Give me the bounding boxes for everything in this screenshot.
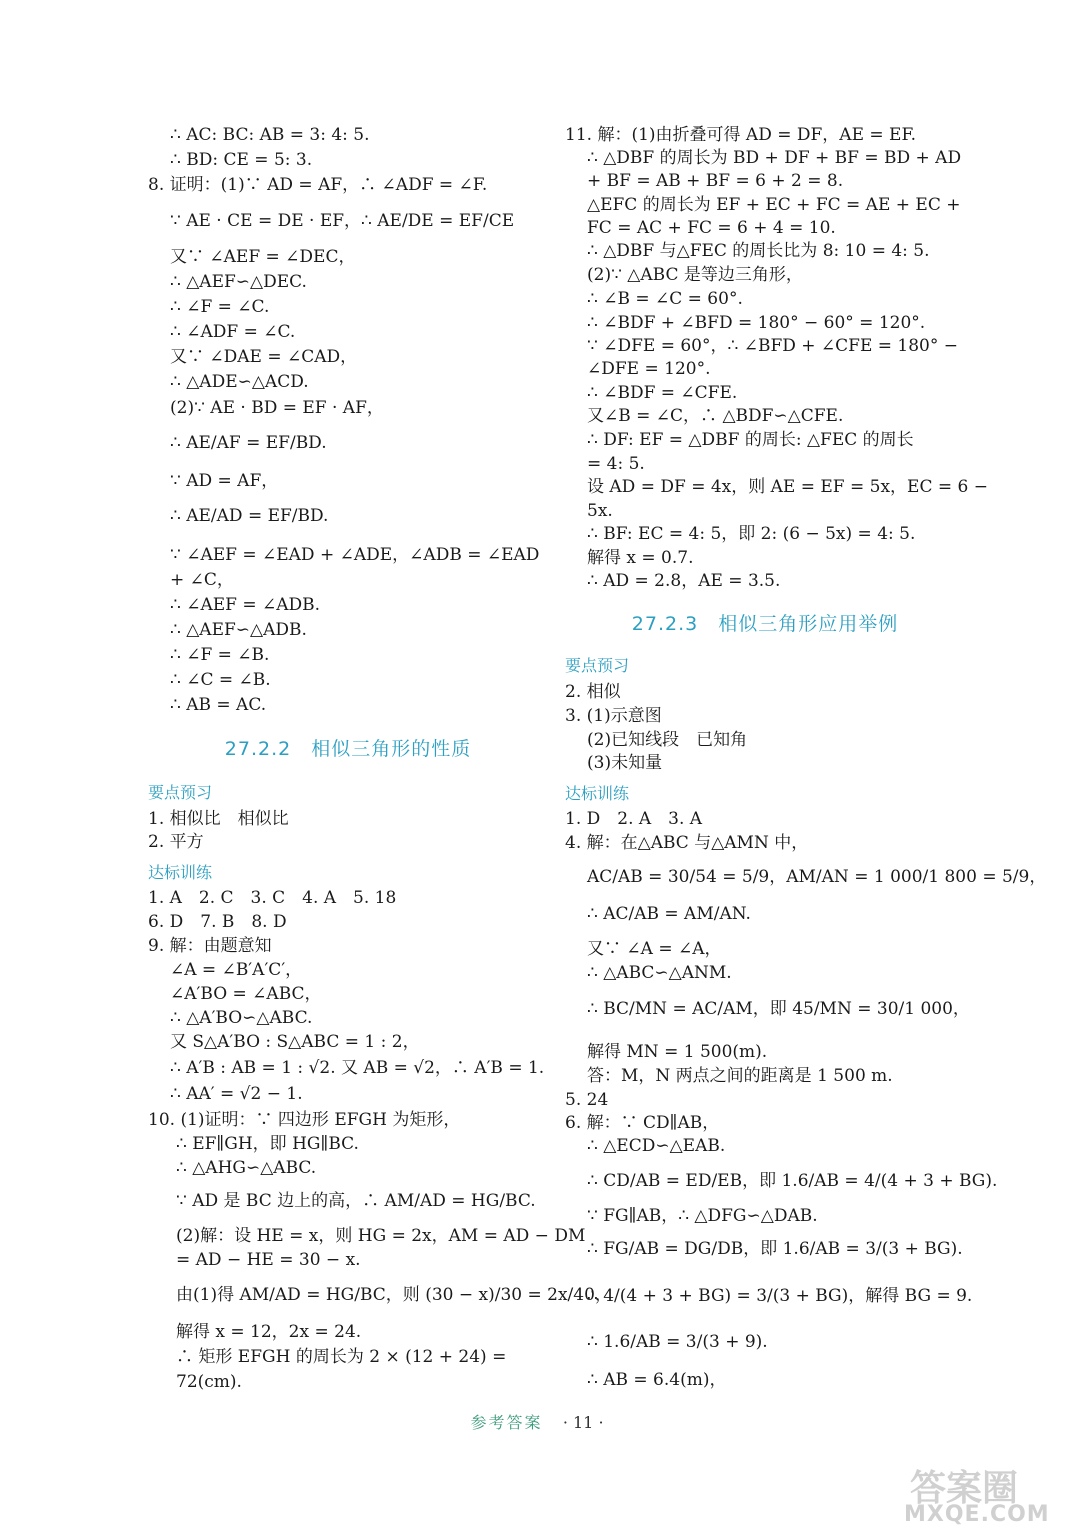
text-line: ∠A′BO = ∠ABC， bbox=[170, 984, 322, 1004]
footer-label: 参考答案 bbox=[470, 1413, 543, 1432]
text-line: ∵ AD = AF， bbox=[170, 471, 279, 491]
text-line: ∴ 矩形 EFGH 的周长为 2 × (12 + 24) = bbox=[176, 1347, 507, 1367]
question-10: 10. (1)证明：∵ 四边形 EFGH 为矩形， bbox=[148, 1110, 461, 1130]
question-9: 9. 解：由题意知 bbox=[148, 936, 272, 956]
watermark-text: 答案圈 bbox=[910, 1468, 1019, 1509]
text-line: 3. (1)示意图 bbox=[565, 706, 662, 726]
text-line: 解得 MN = 1 500(m). bbox=[587, 1042, 768, 1062]
text-line: ∴ △AEF∽△DEC. bbox=[170, 272, 307, 292]
text-line: ∴ ∠C = ∠B. bbox=[170, 670, 271, 690]
text-line: (2)∵ AE · BD = EF · AF， bbox=[170, 398, 384, 418]
text-line: ∴ ∠B = ∠C = 60°. bbox=[587, 289, 743, 309]
text-line: (2)已知线段 已知角 bbox=[587, 730, 748, 750]
text-line: 由(1)得 AM/AD = HG/BC，则 (30 − x)/30 = 2x/40， bbox=[176, 1285, 612, 1305]
text-line: (2)∵ △ABC 是等边三角形， bbox=[587, 265, 803, 285]
text-line: 又∵ ∠AEF = ∠DEC， bbox=[170, 247, 356, 267]
text-line: ∵ ∠DFE = 60°，∴ ∠BFD + ∠CFE = 180° − bbox=[587, 336, 959, 356]
section-title-27-2-3: 27.2.3 相似三角形应用举例 bbox=[631, 613, 899, 635]
text-line: ∴ BC/MN = AC/AM，即 45/MN = 30/1 000， bbox=[587, 999, 970, 1019]
text-line: ∴ CD/AB = ED/EB，即 1.6/AB = 4/(4 + 3 + BG). bbox=[587, 1171, 998, 1191]
text-line: ∴ ∠ADF = ∠C. bbox=[170, 322, 296, 342]
text-line: 6. D 7. B 8. D bbox=[148, 912, 287, 932]
text-line: ∴ △DBF 的周长为 BD + DF + BF = BD + AD bbox=[587, 148, 962, 168]
text-line: ∴ △AHG∽△ABC. bbox=[176, 1158, 317, 1178]
text-line: △EFC 的周长为 EF + EC + FC = AE + EC + bbox=[587, 195, 961, 215]
question-8: 8. 证明：(1)∵ AD = AF，∴ ∠ADF = ∠F. bbox=[148, 175, 488, 195]
text-line: ∴ AD = 2.8，AE = 3.5. bbox=[587, 571, 781, 591]
text-line: + ∠C， bbox=[170, 570, 234, 590]
text-line: ∵ FG∥AB，∴ △DFG∽△DAB. bbox=[587, 1206, 818, 1226]
question-4: 4. 解：在△ABC 与△AMN 中， bbox=[565, 833, 809, 853]
subheading-prep: 要点预习 bbox=[148, 783, 213, 802]
text-line: ∴ △AEF∽△ADB. bbox=[170, 620, 307, 640]
text-line: ∴ ∠BDF = ∠CFE. bbox=[587, 383, 738, 403]
text-line: ∴ ∠F = ∠C. bbox=[170, 297, 270, 317]
text-line: 1. A 2. C 3. C 4. A 5. 18 bbox=[148, 888, 397, 908]
text-line: 5x. bbox=[587, 501, 613, 521]
text-line: ∴ ∠F = ∠B. bbox=[170, 645, 270, 665]
text-line: ∴ 1.6/AB = 3/(3 + 9). bbox=[587, 1332, 768, 1352]
text-line: ∴ 4/(4 + 3 + BG) = 3/(3 + BG)，解得 BG = 9. bbox=[587, 1286, 973, 1306]
page-footer bbox=[0, 1410, 1074, 1433]
text-line: 72(cm). bbox=[176, 1372, 242, 1392]
question-6: 6. 解：∵ CD∥AB， bbox=[565, 1113, 720, 1133]
text-line: (2)解：设 HE = x，则 HG = 2x，AM = AD − DM bbox=[176, 1226, 586, 1246]
section-title-27-2-2: 27.2.2 相似三角形的性质 bbox=[224, 738, 472, 760]
text-line: ∠A = ∠B′A′C′， bbox=[170, 960, 303, 980]
text-line: 又∠B = ∠C，∴ △BDF∽△CFE. bbox=[587, 406, 844, 426]
text-line: 1. D 2. A 3. A bbox=[565, 809, 703, 829]
text-line: ∴ FG/AB = DG/DB，即 1.6/AB = 3/(3 + BG). bbox=[587, 1239, 963, 1259]
text-line: 又∵ ∠A = ∠A， bbox=[587, 939, 722, 959]
text-line: 解得 x = 12，2x = 24. bbox=[176, 1322, 362, 1342]
page-number: · 11 · bbox=[562, 1413, 604, 1432]
text-line: ∴ AB = 6.4(m)， bbox=[587, 1370, 727, 1390]
text-line: = 4: 5. bbox=[587, 454, 645, 474]
question-5: 5. 24 bbox=[565, 1090, 609, 1110]
subheading-training: 达标训练 bbox=[565, 784, 630, 803]
text-line: ∠DFE = 120°. bbox=[587, 359, 711, 379]
text-line: AC/AB = 30/54 = 5/9，AM/AN = 1 000/1 800 = 5/9， bbox=[587, 867, 1047, 887]
text-line: 2. 相似 bbox=[565, 682, 621, 702]
text-line: ∴ AC/AB = AM/AN. bbox=[587, 904, 751, 924]
text-line: ∴ △A′BO∽△ABC. bbox=[170, 1008, 313, 1028]
text-line: = AD − HE = 30 − x. bbox=[176, 1250, 361, 1270]
text-line: ∴ AB = AC. bbox=[170, 695, 267, 715]
subheading-training: 达标训练 bbox=[148, 863, 213, 882]
text-line: ∴ A′B : AB = 1 : √2. 又 AB = √2，∴ A′B = 1. bbox=[170, 1058, 545, 1078]
text-line: ∴ △ECD∽△EAB. bbox=[587, 1136, 726, 1156]
watermark-logo bbox=[900, 1460, 1060, 1530]
text-line: ∴ AA′ = √2 − 1. bbox=[170, 1084, 303, 1104]
question-11: 11. 解：(1)由折叠可得 AD = DF，AE = EF. bbox=[565, 125, 917, 145]
text-line: (3)未知量 bbox=[587, 753, 663, 773]
text-line: ∴ AE/AF = EF/BD. bbox=[170, 433, 327, 453]
text-line: + BF = AB + BF = 6 + 2 = 8. bbox=[587, 171, 844, 191]
text-line: 解得 x = 0.7. bbox=[587, 548, 694, 568]
subheading-prep: 要点预习 bbox=[565, 656, 630, 675]
watermark-url: MXQE.COM bbox=[904, 1502, 1050, 1527]
text-line: 又∵ ∠DAE = ∠CAD， bbox=[170, 347, 358, 367]
text-line: ∴ ∠BDF + ∠BFD = 180° − 60° = 120°. bbox=[587, 313, 926, 333]
text-line: 又 S△A′BO : S△ABC = 1 : 2， bbox=[170, 1032, 420, 1052]
text-line: ∴ BF: EC = 4: 5，即 2: (6 − 5x) = 4: 5. bbox=[587, 524, 916, 544]
text-line: ∵ ∠AEF = ∠EAD + ∠ADE，∠ADB = ∠EAD bbox=[170, 545, 540, 565]
text-line: ∴ BD: CE = 5: 3. bbox=[170, 150, 313, 170]
text-line: ∴ △ABC∽△ANM. bbox=[587, 963, 732, 983]
text-line: ∵ AE · CE = DE · EF，∴ AE/DE = EF/CE bbox=[170, 211, 515, 231]
text-line: ∵ AD 是 BC 边上的高，∴ AM/AD = HG/BC. bbox=[176, 1191, 536, 1211]
text-line: 2. 平方 bbox=[148, 832, 204, 852]
text-line: ∴ △ADE∽△ACD. bbox=[170, 372, 309, 392]
text-line: FC = AC + FC = 6 + 4 = 10. bbox=[587, 218, 836, 238]
text-line: ∴ DF: EF = △DBF 的周长: △FEC 的周长 bbox=[587, 430, 914, 450]
text-line: ∴ ∠AEF = ∠ADB. bbox=[170, 595, 321, 615]
text-line: 1. 相似比 相似比 bbox=[148, 809, 289, 829]
text-line: 答：M，N 两点之间的距离是 1 500 m. bbox=[587, 1066, 893, 1086]
text-line: 设 AD = DF = 4x，则 AE = EF = 5x，EC = 6 − bbox=[587, 477, 988, 497]
text-line: ∴ AC: BC: AB = 3: 4: 5. bbox=[170, 125, 370, 145]
text-line: ∴ AE/AD = EF/BD. bbox=[170, 506, 329, 526]
text-line: ∴ △DBF 与△FEC 的周长比为 8: 10 = 4: 5. bbox=[587, 241, 930, 261]
text-line: ∴ EF∥GH，即 HG∥BC. bbox=[176, 1134, 359, 1154]
